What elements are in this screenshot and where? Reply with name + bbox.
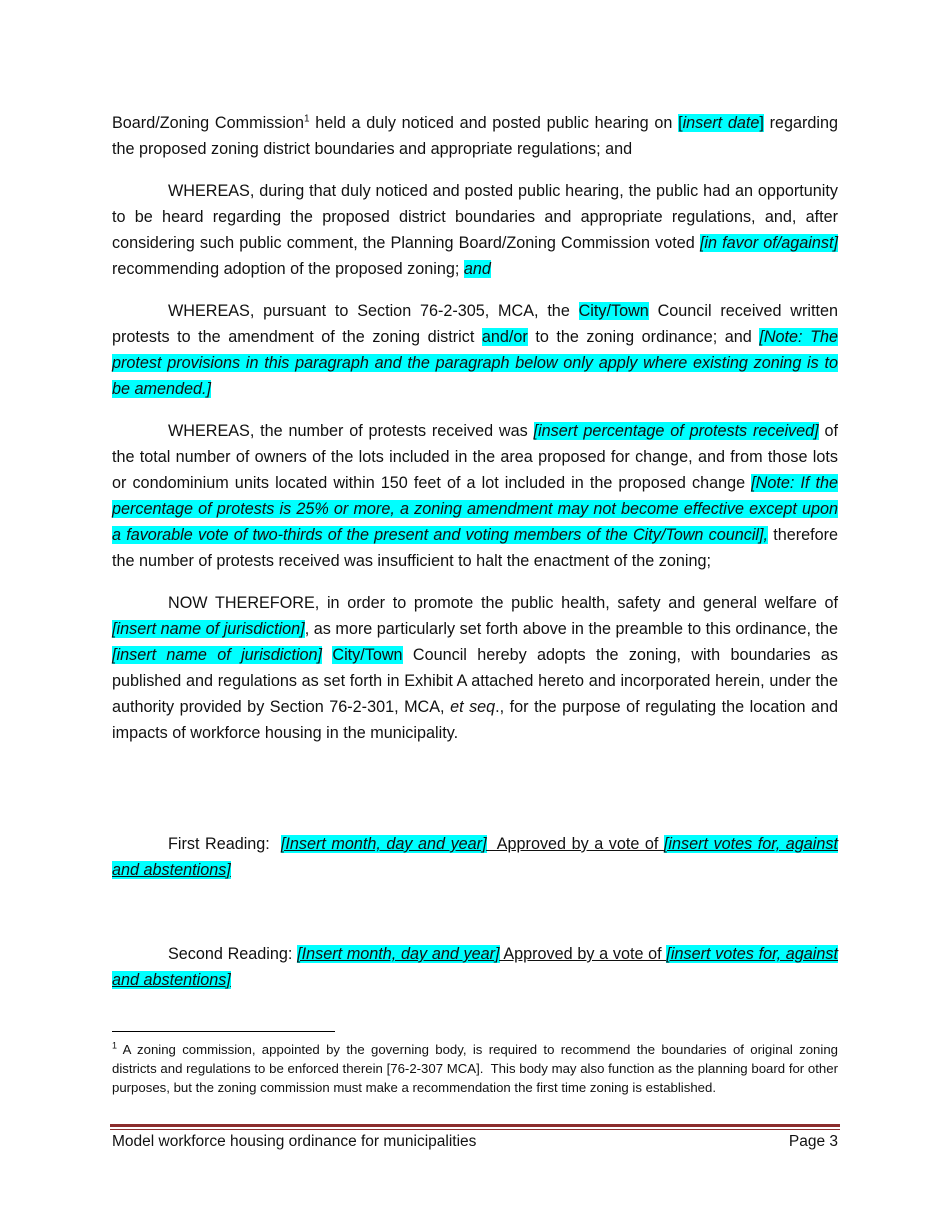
text: WHEREAS, the number of protests received was — [168, 422, 534, 440]
first-reading — [112, 831, 838, 883]
text: NOW THEREFORE, in order to promote the public health, safety and general welfare of — [168, 594, 838, 612]
footer-title: Model workforce housing ordinance for municipalities — [112, 1133, 477, 1150]
italic-et-seq: et seq — [450, 698, 496, 716]
text: to the zoning ordinance; and — [527, 328, 760, 346]
placeholder-votes: [insert votes for, against and abstentions] — [112, 835, 838, 879]
footer-rule-thick — [110, 1124, 840, 1127]
placeholder-city-town: City/Town — [332, 646, 403, 664]
footnote-text: A zoning commission, appointed by the governing body, is required to recommend the boundaries of original zoning districts and regulations to be enforced therein [76-2-307 MCA]. This body may also function as the planning board for other purposes, but the zoning commission must make a recommendation the first time zoning is established. — [112, 1042, 842, 1095]
footer-rule-thin — [110, 1129, 840, 1130]
placeholder-reading-date: [Insert month, day and year] — [280, 835, 487, 853]
reading-label: First Reading: — [168, 835, 281, 853]
placeholder-votes: [insert votes for, against and abstentions] — [112, 945, 838, 989]
placeholder-vote: [in favor of/against] — [699, 234, 838, 252]
document-body — [112, 110, 838, 762]
text: WHEREAS, during that duly noticed and posted public hearing, the public had an opportunity to be heard regarding the proposed district boundaries and appropriate regulations, and, after considering such public comment, the Planning Board/Zoning Commission voted — [112, 182, 838, 252]
text: Board/Zoning Commission — [112, 114, 304, 132]
placeholder-jurisdiction: [insert name of jurisdiction] — [112, 646, 323, 664]
paragraph-hearing — [112, 110, 838, 162]
placeholder-and-or: and/or — [481, 328, 528, 346]
text: , as more particularly set forth above in the preamble to this ordinance, the — [304, 620, 838, 638]
text: ., for the purpose of regulating the location and impacts of workforce housing in the municipality. — [112, 698, 838, 742]
text: recommending adoption of the proposed zoning; — [112, 260, 464, 278]
placeholder-reading-date: [Insert month, day and year] — [297, 945, 500, 963]
footnote — [112, 1040, 842, 1097]
placeholder-insert-date: [insert date] — [678, 114, 764, 132]
text: held a duly noticed and posted public hearing on — [309, 114, 679, 132]
page-number: Page 3 — [788, 1133, 838, 1150]
placeholder-protest-percentage: [insert percentage of protests received] — [533, 422, 819, 440]
vote-text: Approved by a vote of — [499, 945, 667, 963]
vote-text: Approved by a vote of — [486, 835, 664, 853]
note-protest-provisions: [Note: The protest provisions in this paragraph and the paragraph below only apply where existing zoning is to be amended.] — [112, 328, 838, 398]
text: therefore the number of protests received was insufficient to halt the enactment of the zoning; — [112, 526, 838, 570]
text: regarding the proposed zoning district boundaries and appropriate regulations; and — [112, 114, 838, 158]
paragraph-whereas-public-comment — [112, 178, 838, 282]
paragraph-whereas-protest-count — [112, 418, 838, 574]
reading-label: Second Reading: — [168, 945, 298, 963]
placeholder-and: and — [463, 260, 491, 278]
second-reading — [112, 941, 838, 993]
footnote-ref[interactable]: 1 — [303, 113, 310, 125]
footnote-separator — [112, 1031, 335, 1032]
note-protest-threshold: [Note: If the percentage of protests is 25% or more, a zoning amendment may not become effective except upon a favorable vote of two-thirds of the present and voting members of the City/Town council], — [112, 474, 838, 544]
text: Council received written protests to the amendment of the zoning district — [112, 302, 838, 346]
placeholder-city-town: City/Town — [578, 302, 649, 320]
text: WHEREAS, pursuant to Section 76-2-305, MCA, the — [168, 302, 579, 320]
paragraph-now-therefore — [112, 590, 838, 746]
placeholder-jurisdiction: [insert name of jurisdiction] — [112, 620, 305, 638]
text: of the total number of owners of the lots included in the area proposed for change, and from those lots or condominium units located within 150 feet of a lot included in the proposed change — [112, 422, 838, 492]
text: Council hereby adopts the zoning, with boundaries as published and regulations as set forth in Exhibit A attached hereto and incorporated herein, under the authority provided by Section 76-2-301, MCA, — [112, 646, 838, 716]
footnote-number: 1 — [112, 1040, 118, 1051]
paragraph-whereas-protests — [112, 298, 838, 402]
